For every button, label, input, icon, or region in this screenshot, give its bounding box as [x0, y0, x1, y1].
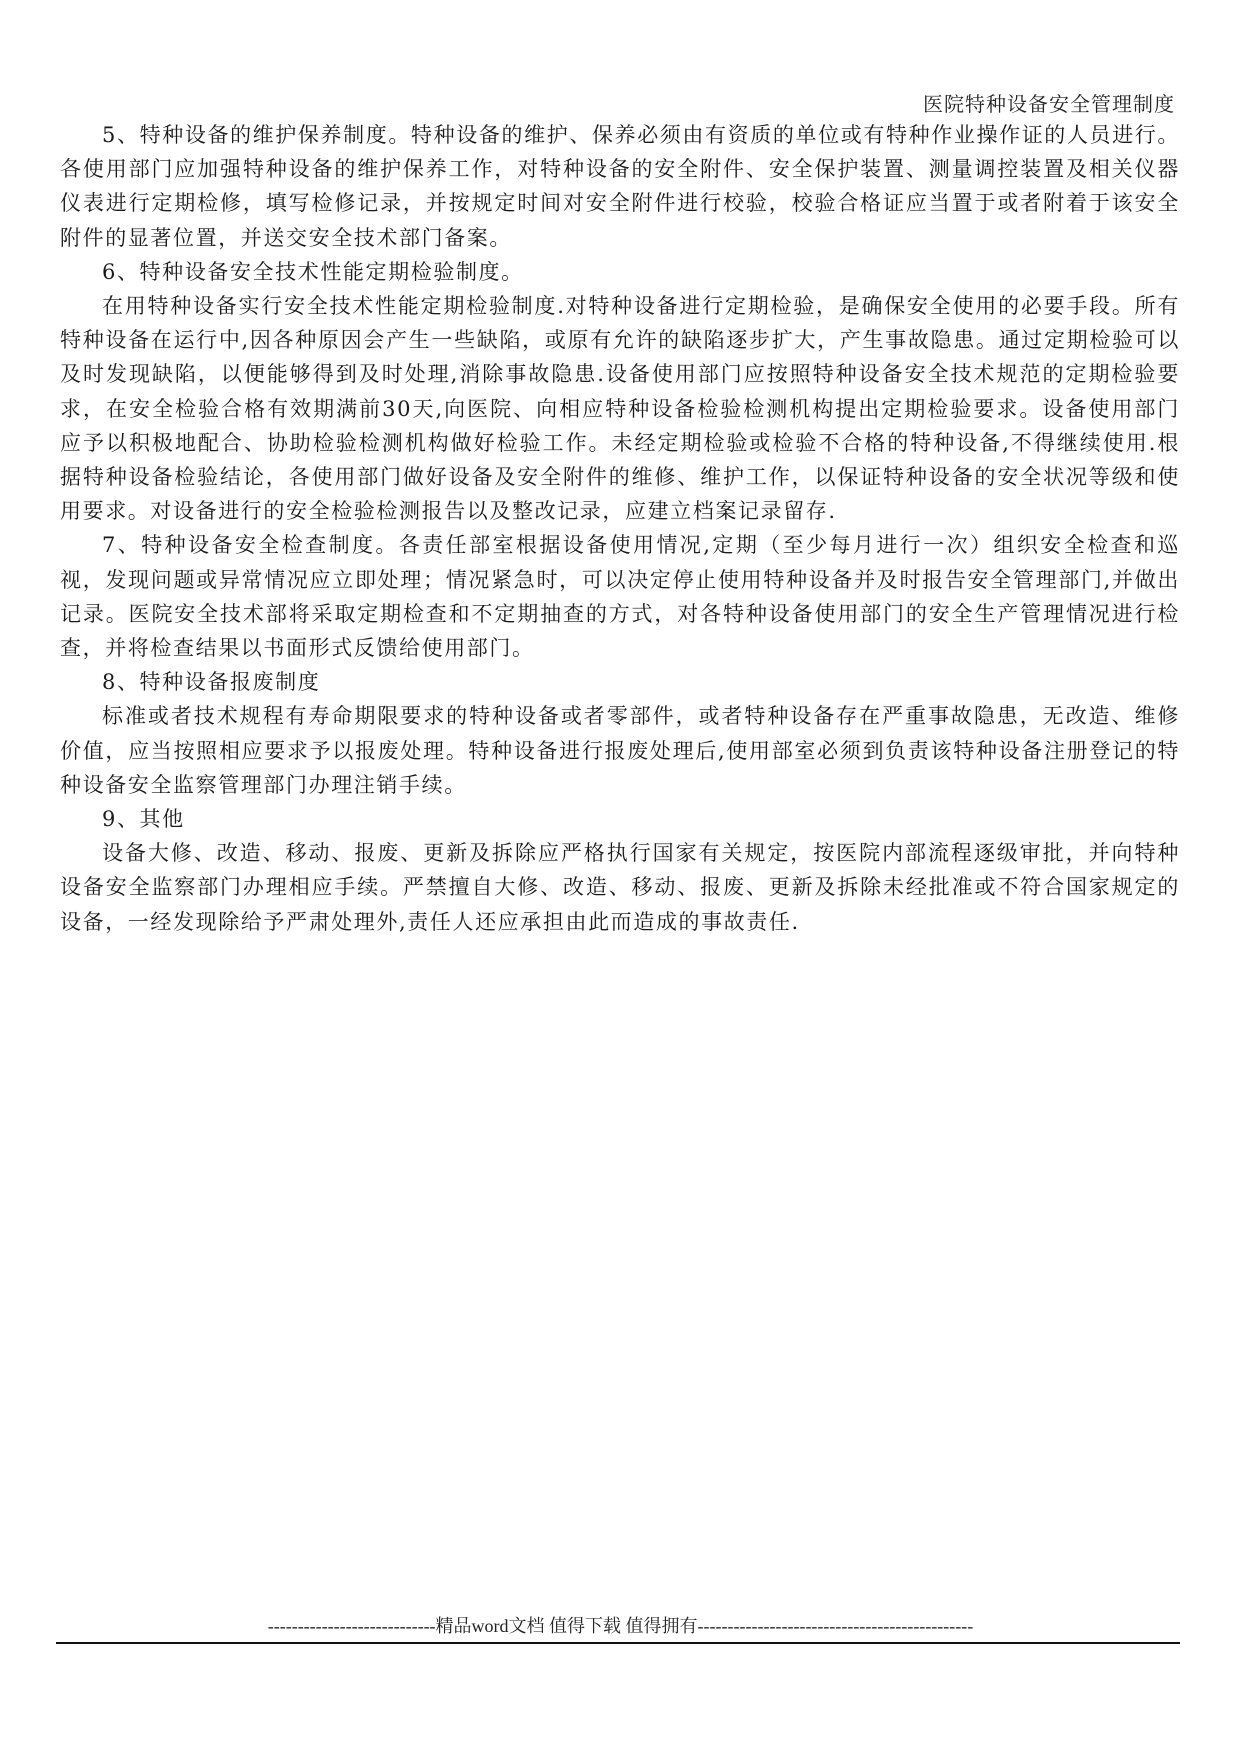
section-6-heading: 6、特种设备安全技术性能定期检验制度。	[102, 259, 524, 284]
running-header: 医院特种设备安全管理制度	[923, 92, 1175, 116]
document-body	[60, 118, 1180, 939]
section-9-body: 设备大修、改造、移动、报废、更新及拆除应严格执行国家有关规定，按医院内部流程逐级审批，并向特种设备安全监察部门办理相应手续。严禁擅自大修、改造、移动、报废、更新及拆除未经批准或不符合国家规定的设备，一经发现除给予严肃处理外,责任人还应承担由此而造成的事故责任.	[60, 841, 1180, 934]
footer-note: ----------------------------精品word文档 值得下载 值得拥有----------------------------------------------	[267, 1616, 974, 1636]
footer-rule	[56, 1642, 1180, 1644]
section-6-body: 在用特种设备实行安全技术性能定期检验制度.对特种设备进行定期检验，是确保安全使用的必要手段。所有特种设备在运行中,因各种原因会产生一些缺陷，或原有允许的缺陷逐步扩大，产生事故隐患。通过定期检验可以及时发现缺陷，以便能够得到及时处理,消除事故隐患.设备使用部门应按照特种设备安全技术规范的定期检验要求，在安全检验合格有效期满前30天,向医院、向相应特种设备检验检测机构提出定期检验要求。设备使用部门应予以积极地配合、协助检验检测机构做好检验工作。未经定期检验或检验不合格的特种设备,不得继续使用.根据特种设备检验结论，各使用部门做好设备及安全附件的维修、维护工作，以保证特种设备的安全状况等级和使用要求。对设备进行的安全检验检测报告以及整改记录，应建立档案记录留存.	[60, 294, 1180, 524]
section-8-heading: 8、特种设备报废制度	[102, 670, 321, 695]
section-9-heading: 9、其他	[102, 807, 185, 832]
section-7-text: 7、特种设备安全检查制度。各责任部室根据设备使用情况,定期（至少每月进行一次）组织安全检查和巡视，发现问题或异常情况应立即处理；情况紧急时，可以决定停止使用特种设备并及时报告安全管理部门,并做出记录。医院安全技术部将采取定期检查和不定期抽查的方式，对各特种设备使用部门的安全生产管理情况进行检查，并将检查结果以书面形式反馈给使用部门。	[60, 533, 1180, 661]
section-5-text: 5、特种设备的维护保养制度。特种设备的维护、保养必须由有资质的单位或有特种作业操作证的人员进行。各使用部门应加强特种设备的维护保养工作，对特种设备的安全附件、安全保护装置、测量调控装置及相关仪器仪表进行定期检修，填写检修记录，并按规定时间对安全附件进行校验，校验合格证应当置于或者附着于该安全附件的显著位置，并送交安全技术部门备案。	[60, 123, 1180, 250]
section-8-body: 标准或者技术规程有寿命期限要求的特种设备或者零部件，或者特种设备存在严重事故隐患，无改造、维修价值，应当按照相应要求予以报废处理。特种设备进行报废处理后,使用部室必须到负责该特种设备注册登记的特种设备安全监察管理部门办理注销手续。	[60, 704, 1180, 797]
